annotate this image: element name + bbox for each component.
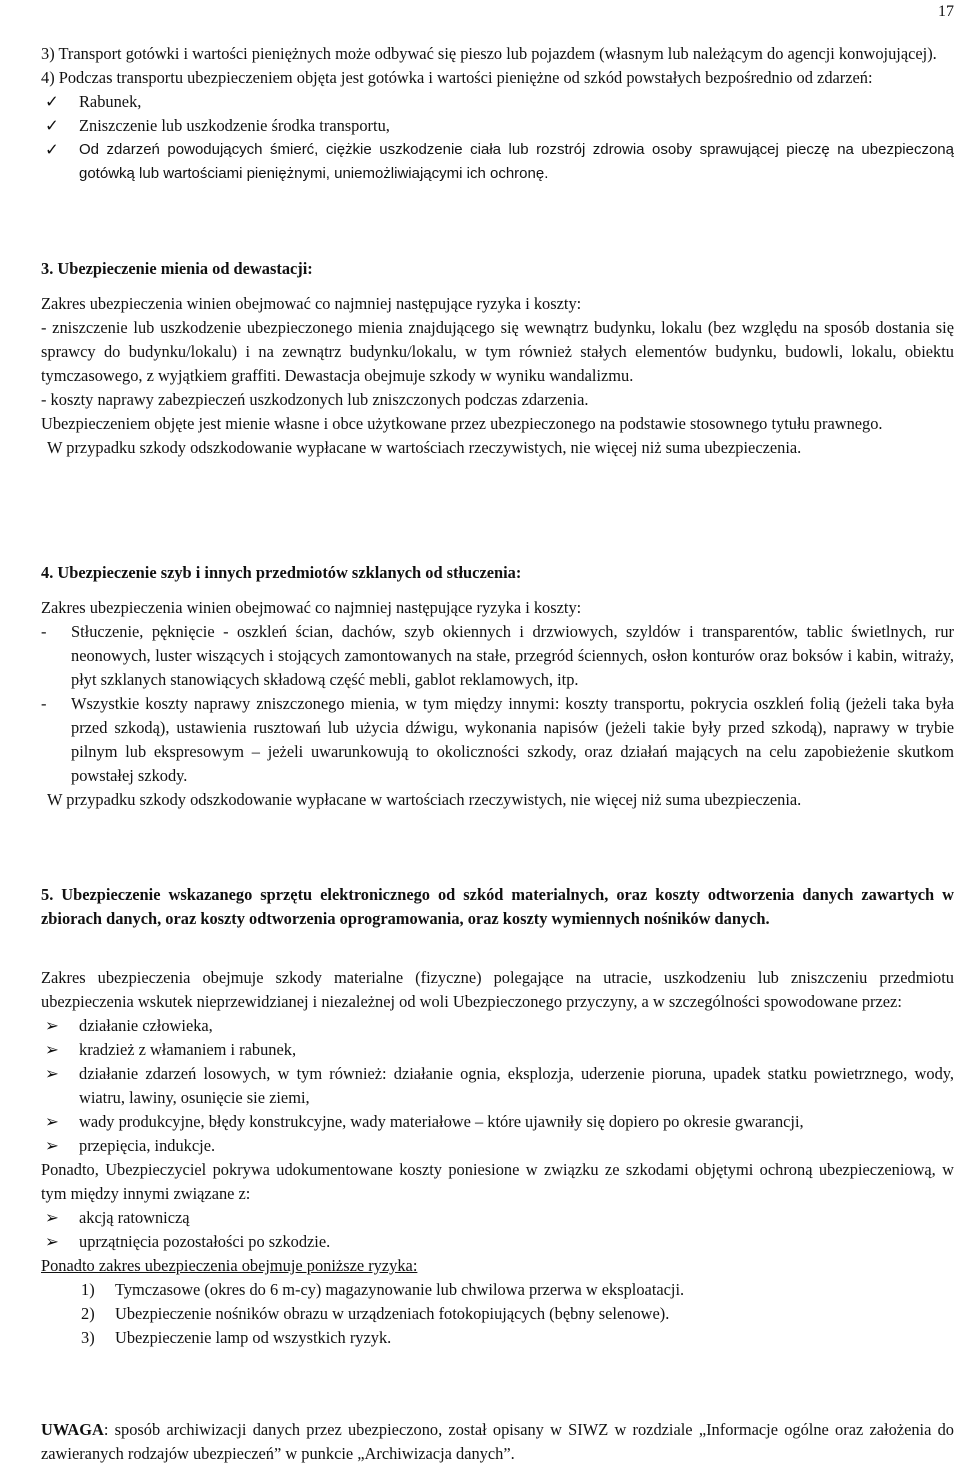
section-3-heading: 3. Ubezpieczenie mienia od dewastacji: [41, 259, 313, 278]
section-5-intro: Zakres ubezpieczenia obejmuje szkody materialne (fizyczne) polegające na utracie, uszkodzeniu lub zniszczeniu przedmiotu ubezpieczenia wskutek nieprzewidzianej i niezależnej od woli Ubezpieczonego przyczyny, a w szczególności spowodowane przez: [41, 968, 954, 1011]
section-5-para-2: Ponadto, Ubezpieczyciel pokrywa udokumentowane koszty poniesione w związku ze szkodami objętymi ochroną ubezpieczeniową, w tym między innymi związane z: [41, 1160, 954, 1203]
section-3-para-2: W przypadku szkody odszkodowanie wypłacane w wartościach rzeczywistych, nie więcej niż suma ubezpieczenia. [47, 438, 802, 457]
section-5 [41, 883, 954, 931]
section-4-heading: 4. Ubezpieczenie szyb i innych przedmiotów szklanych od stłuczenia: [41, 563, 522, 582]
arrow-item: ➢ wady produkcyjne, błędy konstrukcyjne, wady materiałowe – które ujawniły się dopiero po okresie gwarancji, [41, 1110, 954, 1134]
arrow-bullet-icon: ➢ [45, 1136, 59, 1155]
arrow-item: ➢ przepięcia, indukcje. [41, 1134, 954, 1158]
section-4 [41, 561, 954, 585]
section-5-heading: 5. Ubezpieczenie wskazanego sprzętu elektronicznego od szkód materialnych, oraz koszty odtworzenia danych zawartych w zbiorach danych, oraz koszty odtworzenia oprogramowania, oraz koszty wymiennych nośników danych. [41, 885, 954, 928]
check-item: ✓ Rabunek, [41, 90, 954, 114]
item-4: 4) Podczas transportu ubezpieczeniem objęta jest gotówka i wartości pieniężne od szkód powstałych bezpośrednio od zdarzeń: [41, 68, 873, 87]
numbered-item: 3) Ubezpieczenie lamp od wszystkich ryzyk. [81, 1328, 392, 1347]
section-4-intro: Zakres ubezpieczenia winien obejmować co najmniej następujące ryzyka i koszty: [41, 598, 582, 617]
check-icon: ✓ [45, 92, 59, 111]
note-text: : sposób archiwizacji danych przez ubezpieczono, został opisany w SIWZ w rozdziale „Informacje ogólne oraz założenia do zawieranych rodzajów ubezpieczeń” w punkcie „Archiwizacja danych”. [41, 1420, 954, 1463]
note-label: UWAGA [41, 1420, 104, 1439]
note [41, 1418, 954, 1466]
arrow-item: ➢ działanie zdarzeń losowych, w tym również: działanie ognia, eksplozja, uderzenie pioruna, upadek statku powietrznego, wody, wiatru, lawiny, osunięcie sie ziemi, [41, 1062, 954, 1110]
section-3-intro: Zakres ubezpieczenia winien obejmować co najmniej następujące ryzyka i koszty: [41, 294, 582, 313]
section-4-body [41, 596, 954, 812]
check-item: ✓ Od zdarzeń powodujących śmierć, ciężkie uszkodzenie ciała lub rozstrój zdrowia osoby sprawującej pieczę na ubezpieczoną gotówką lub wartościami pieniężnymi, uniemożliwiającymi ich ochronę. [41, 138, 954, 186]
section-3-body [41, 292, 954, 460]
arrow-bullet-icon: ➢ [45, 1064, 59, 1083]
section-3-para-1: Ubezpieczeniem objęte jest mienie własne i obce użytkowane przez ubezpieczonego na podstawie stosownego tytułu prawnego. [41, 414, 883, 433]
numbered-item: 1) Tymczasowe (okres do 6 m-cy) magazynowanie lub chwilowa przerwa w eksploatacji. [81, 1280, 685, 1299]
arrow-item: ➢ akcją ratowniczą [41, 1206, 954, 1230]
check-icon: ✓ [45, 116, 59, 135]
section-3-dash-2: - koszty naprawy zabezpieczeń uszkodzonych lub zniszczonych podczas zdarzenia. [41, 390, 589, 409]
section-4-dash-2: - Wszystkie koszty naprawy zniszczonego mienia, w tym między innymi: koszty transportu, pokrycia oszkleń folią (jeżeli taka była przed szkodą), ustawienia rusztowań lub użycia dźwigu, wykonania napisów (jeżeli takie były przed szkodą), naprawy w trybie pilnym lub ekspresowym – jeżeli uwarunkowują to okoliczności szkody, oraz działań mających na celu zapobieżenie skutkom powstałej szkody. [41, 694, 954, 785]
section-3-dash-1: - zniszczenie lub uszkodzenie ubezpieczonego mienia znajdującego się wewnątrz budynku, lokalu (bez względu na sposób dostania się sprawcy do budynku/lokalu) i na zewnątrz budynku/lokalu, w tym również stałych elementów budynku, budowli, lokalu, obiektu tymczasowego, z wyjątkiem graffiti. Dewastacja obejmuje szkody w wyniku wandalizmu. [41, 318, 954, 385]
arrow-bullet-icon: ➢ [45, 1112, 59, 1131]
section-4-para-1: W przypadku szkody odszkodowanie wypłacane w wartościach rzeczywistych, nie więcej niż suma ubezpieczenia. [47, 790, 802, 809]
check-icon: ✓ [45, 140, 59, 159]
section-3 [41, 257, 954, 281]
item-3: 3) Transport gotówki i wartości pieniężnych może odbywać się pieszo lub pojazdem (własnym lub należącym do agencji konwojującej). [41, 44, 937, 63]
transport-section [41, 42, 954, 186]
section-5-para-3: Ponadto zakres ubezpieczenia obejmuje poniższe ryzyka: [41, 1256, 418, 1275]
arrow-bullet-icon: ➢ [45, 1232, 59, 1251]
arrow-item: ➢ działanie człowieka, [41, 1014, 954, 1038]
section-5-body [41, 966, 954, 1350]
numbered-item: 2) Ubezpieczenie nośników obrazu w urządzeniach fotokopiujących (bębny selenowe). [81, 1304, 670, 1323]
arrow-item: ➢ uprzątnięcia pozostałości po szkodzie. [41, 1230, 954, 1254]
arrow-item: ➢ kradzież z włamaniem i rabunek, [41, 1038, 954, 1062]
section-4-dash-1: - Stłuczenie, pęknięcie - oszkleń ścian, dachów, szyb okiennych i drzwiowych, szyldów i transparentów, tablic świetlnych, rur neonowych, luster wiszących i stojących zamontowanych na stałe, przegród ściennych, osłon konturów oraz boksów i kabin, witraży, płyt szklanych stanowiących składową część mebli, gablot reklamowych, itp. [41, 622, 954, 689]
arrow-bullet-icon: ➢ [45, 1040, 59, 1059]
page-number: 17 [938, 3, 954, 20]
arrow-bullet-icon: ➢ [45, 1208, 59, 1227]
check-item: ✓ Zniszczenie lub uszkodzenie środka transportu, [41, 114, 954, 138]
arrow-bullet-icon: ➢ [45, 1016, 59, 1035]
